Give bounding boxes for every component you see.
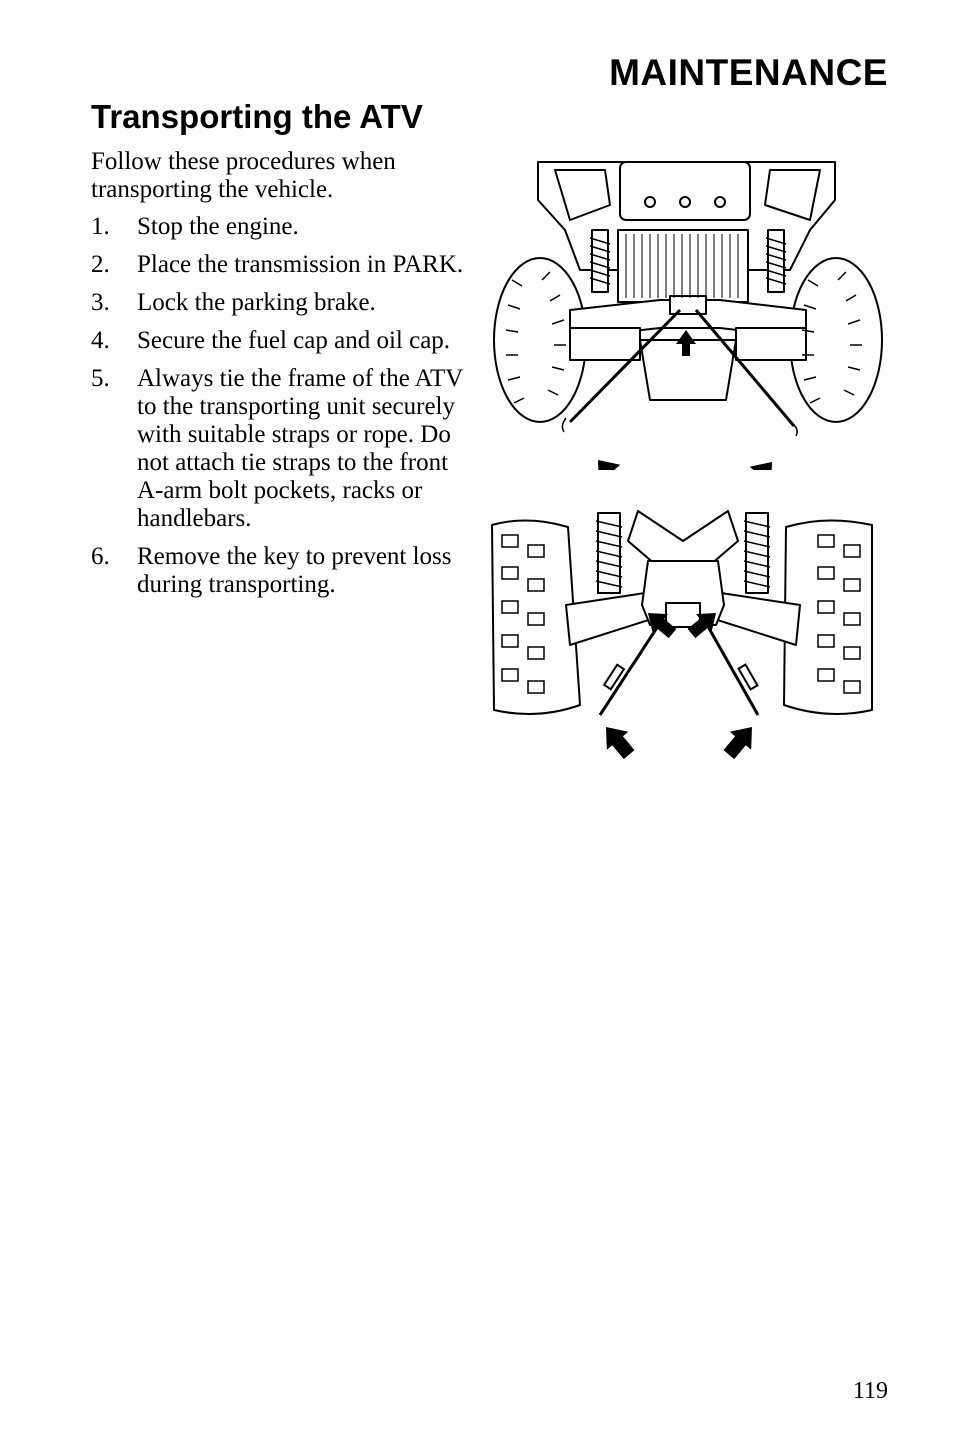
list-item bbox=[91, 365, 471, 533]
step-text: Remove the key to prevent loss during transporting. bbox=[137, 543, 452, 598]
step-text: Always tie the frame of the ATV to the transporting unit securely with suitable straps or rope. Do not attach tie straps to the front A-arm bolt pockets, racks or handlebars. bbox=[137, 365, 463, 532]
rear-tie-down-illustration bbox=[490, 160, 886, 470]
section-header: MAINTENANCE bbox=[609, 52, 888, 93]
step-number: 3. bbox=[91, 289, 110, 316]
list-item bbox=[91, 251, 471, 279]
step-text: Lock the parking brake. bbox=[137, 289, 376, 316]
list-item bbox=[91, 213, 471, 241]
step-text: Secure the fuel cap and oil cap. bbox=[137, 327, 451, 354]
step-number: 5. bbox=[91, 365, 110, 392]
step-text: Stop the engine. bbox=[137, 213, 299, 240]
step-text: Place the transmission in PARK. bbox=[137, 251, 464, 278]
steps-list bbox=[91, 213, 471, 609]
page-title: Transporting the ATV bbox=[91, 98, 423, 135]
step-number: 2. bbox=[91, 251, 110, 278]
list-item bbox=[91, 327, 471, 355]
list-item bbox=[91, 543, 471, 599]
step-number: 4. bbox=[91, 327, 110, 354]
list-item bbox=[91, 289, 471, 317]
front-tie-down-illustration bbox=[488, 505, 878, 760]
page-number: 119 bbox=[852, 1378, 888, 1404]
step-number: 1. bbox=[91, 213, 110, 240]
step-number: 6. bbox=[91, 543, 110, 570]
intro-paragraph: Follow these procedures when transporting the vehicle. bbox=[91, 148, 396, 203]
